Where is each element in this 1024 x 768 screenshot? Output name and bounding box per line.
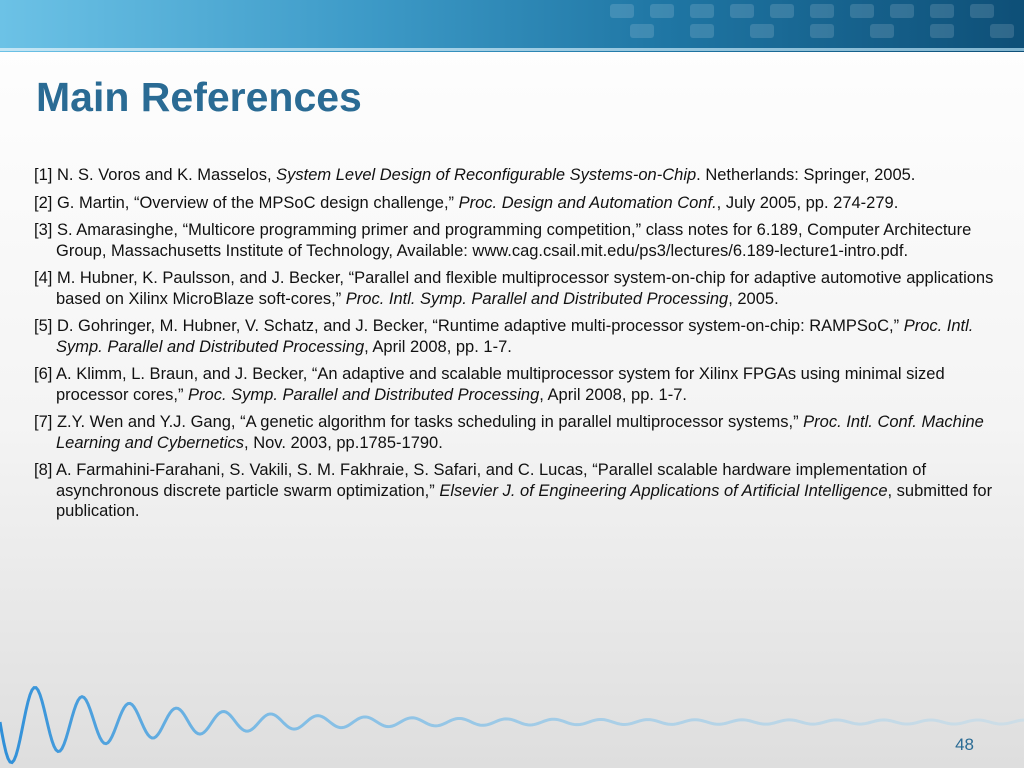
reference-venue: System Level Design of Reconfigurable Systems-on-Chip	[276, 166, 697, 184]
reference-id: [6]	[34, 365, 53, 383]
reference-authors: S. Amarasinghe,	[56, 221, 183, 239]
reference-item	[34, 220, 994, 261]
slide-title: Main References	[36, 74, 362, 120]
reference-tail: , Nov. 2003, pp.1785-1790.	[244, 433, 443, 452]
reference-authors: G. Martin,	[56, 193, 134, 212]
reference-authors: D. Gohringer, M. Hubner, V. Schatz, and J. Becker,	[56, 317, 433, 335]
reference-item	[34, 193, 994, 214]
reference-authors: Z.Y. Wen and Y.J. Gang,	[56, 413, 241, 431]
reference-item	[34, 268, 994, 309]
reference-authors: A. Farmahini-Farahani, S. Vakili, S. M. Fakhraie, S. Safari, and C. Lucas,	[56, 461, 593, 479]
reference-item	[34, 364, 994, 405]
reference-work-title: “A genetic algorithm for tasks scheduling in parallel multiprocessor systems,”	[240, 413, 804, 431]
reference-item	[34, 316, 994, 357]
banner-decoration	[970, 4, 994, 18]
reference-work-title: “Multicore programming primer and programming competition,”	[182, 221, 646, 239]
banner-decoration	[810, 4, 834, 18]
page-number: 48	[955, 735, 974, 754]
banner-decoration	[850, 4, 874, 18]
banner-stripe	[0, 48, 1024, 51]
reference-tail: , April 2008, pp. 1-7.	[364, 337, 512, 356]
reference-venue: Elsevier J. of Engineering Applications of Artificial Intelligence	[439, 481, 888, 500]
reference-list	[34, 165, 994, 529]
reference-work-title: “Parallel scalable hardware implementation of asynchronous discrete particle swarm optimization,”	[56, 461, 927, 500]
reference-id: [7]	[34, 413, 53, 431]
banner-decoration	[990, 24, 1014, 38]
banner-decoration	[770, 4, 794, 18]
reference-authors: A. Klimm, L. Braun, and J. Becker,	[56, 365, 312, 383]
reference-id: [8]	[34, 461, 53, 479]
reference-tail: , April 2008, pp. 1-7.	[539, 385, 687, 404]
reference-tail: , 2005.	[728, 289, 779, 308]
banner-decoration	[890, 4, 914, 18]
reference-tail: class notes for 6.189, Computer Architecture Group, Massachusetts Institute of Technology, Available: www.cag.csail.mit.edu/ps3/lectures/6.189-lecture1-intro.pdf.	[56, 221, 972, 260]
banner-decoration	[630, 24, 654, 38]
reference-item	[34, 460, 994, 522]
banner-decoration	[750, 24, 774, 38]
reference-tail: . Netherlands: Springer, 2005.	[696, 166, 916, 184]
reference-id: [1]	[34, 166, 53, 184]
banner-decoration	[870, 24, 894, 38]
reference-id: [3]	[34, 221, 53, 239]
reference-authors: M. Hubner, K. Paulsson, and J. Becker,	[56, 269, 349, 287]
reference-venue: Proc. Design and Automation Conf.	[458, 193, 717, 212]
reference-tail: , submitted for publication.	[56, 481, 993, 520]
reference-venue: Proc. Intl. Conf. Machine Learning and Cybernetics	[56, 413, 984, 452]
reference-authors: N. S. Voros and K. Masselos,	[56, 166, 277, 184]
banner-decoration	[690, 24, 714, 38]
banner-decoration	[810, 24, 834, 38]
banner-decoration	[650, 4, 674, 18]
reference-work-title: “Overview of the MPSoC design challenge,”	[133, 193, 459, 212]
waveform-line	[0, 688, 1024, 763]
reference-id: [2]	[34, 193, 53, 212]
reference-venue: Proc. Intl. Symp. Parallel and Distributed Processing	[56, 317, 974, 356]
header-banner	[0, 0, 1024, 52]
banner-decoration	[730, 4, 754, 18]
reference-id: [4]	[34, 269, 53, 287]
banner-decoration	[930, 24, 954, 38]
banner-decoration	[690, 4, 714, 18]
reference-id: [5]	[34, 317, 53, 335]
reference-work-title: “Parallel and flexible multiprocessor system-on-chip for adaptive automotive applications based on Xilinx MicroBlaze soft-cores,”	[56, 269, 994, 308]
decorative-waveform	[0, 672, 1024, 768]
banner-decoration	[930, 4, 954, 18]
reference-item	[34, 165, 994, 186]
reference-work-title: “Runtime adaptive multi-processor system-on-chip: RAMPSoC,”	[432, 317, 904, 335]
reference-item	[34, 412, 994, 453]
reference-tail: , July 2005, pp. 274-279.	[716, 193, 899, 212]
reference-work-title: “An adaptive and scalable multiprocessor system for Xilinx FPGAs using minimal sized processor cores,”	[56, 365, 945, 404]
banner-decoration	[610, 4, 634, 18]
reference-venue: Proc. Symp. Parallel and Distributed Processing	[188, 385, 540, 404]
reference-venue: Proc. Intl. Symp. Parallel and Distributed Processing	[345, 289, 729, 308]
